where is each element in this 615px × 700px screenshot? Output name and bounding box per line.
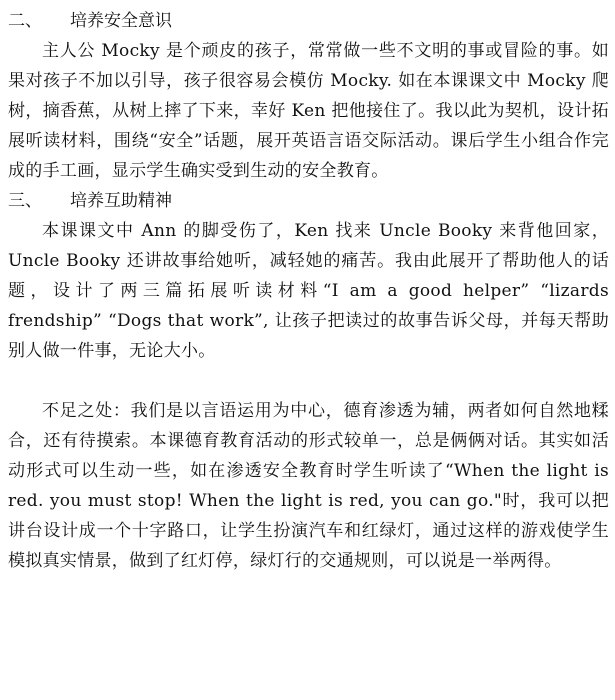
section-paragraph-mutual-help: 本课课文中 Ann 的脚受伤了，Ken 找来 Uncle Booky 来背他回家，Uncle Booky 还讲故事给她听，减轻她的痛苦。我由此展开了帮助他人的话题，设计了两三篇拓展听读材料“I am a good helper” “lizards frendship” “Dogs that work”, 让孩子把读过的故事告诉父母，并每天帮助别人做一件事，无论大小。 [8,221,609,361]
shortcomings-paragraph: 不足之处：我们是以言语运用为中心，德育渗透为辅，两者如何自然地糅合，还有待摸索。本课德育教育活动的形式较单一，总是俩俩对话。其实如活动形式可以生动一些，如在渗透安全教育时学生听读了“When the light is red. you must stop! When the light is red, you can go."时，我可以把讲台设计成一个十字路口，让学生扮演汽车和红绿灯，通过这样的游戏使学生模拟真实情景，做到了红灯停，绿灯行的交通规则，可以说是一举两得。 [8,401,609,571]
section-number: 二、 [8,11,42,31]
section-title: 培养安全意识 [70,11,172,31]
section-heading-mutual-help [8,186,609,216]
section-paragraph-safety: 主人公 Mocky 是个顽皮的孩子，常常做一些不文明的事或冒险的事。如果对孩子不加以引导，孩子很容易会模仿 Mocky. 如在本课课文中 Mocky 爬树，摘香蕉，从树上摔了下来，幸好 Ken 把他接住了。我以此为契机，设计拓展听读材料，围绕“安全”话题，展开英语言语交际活动。课后学生小组合作完成的手工画，显示学生确实受到生动的安全教育。 [8,41,609,181]
section-number: 三、 [8,191,42,211]
blank-line [8,366,609,396]
section-title: 培养互助精神 [70,191,172,211]
section-heading-safety [8,6,609,36]
